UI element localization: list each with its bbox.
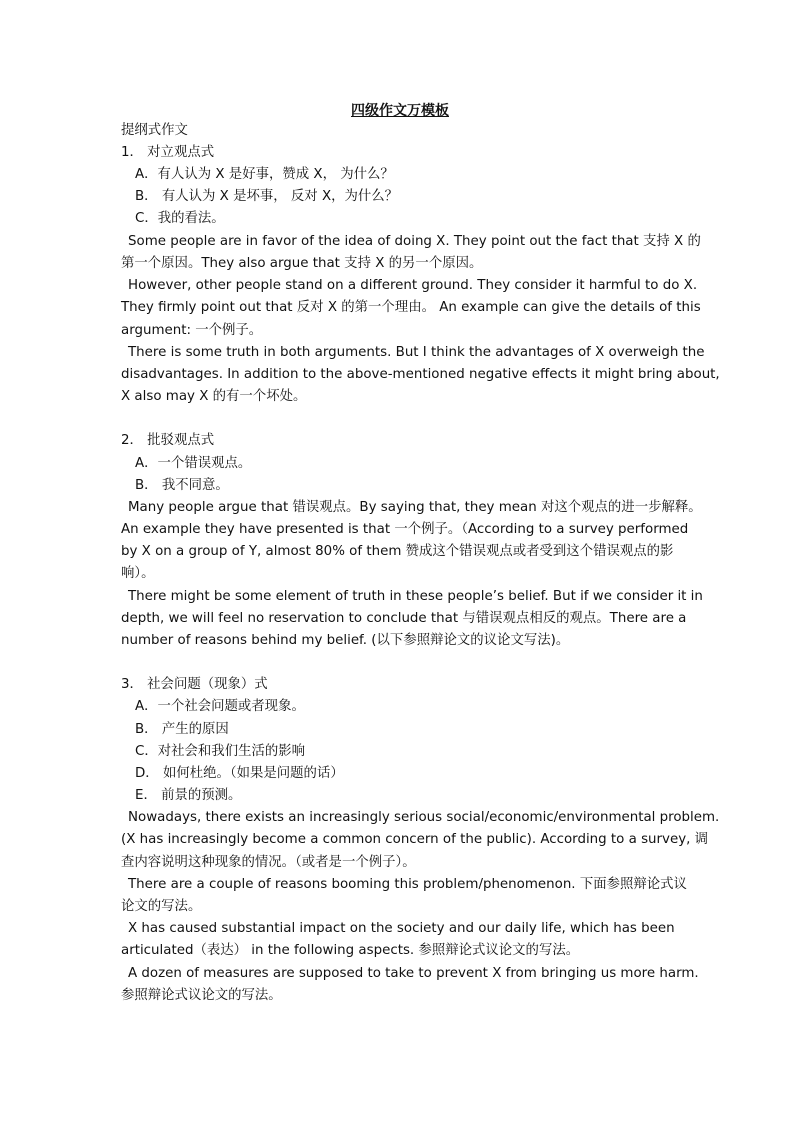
paragraph-line: However, other people stand on a different ground. They consider it harmful to do X. [128, 278, 698, 293]
outline-item: C．我的看法。 [135, 211, 225, 226]
document-title: 四级作文万模板 [351, 103, 449, 119]
section-3-heading: 3． 社会问题（现象）式 [121, 677, 268, 692]
section-1-heading: 1． 对立观点式 [121, 145, 215, 160]
paragraph-line: A dozen of measures are supposed to take to prevent X from bringing us more harm. [128, 966, 699, 981]
paragraph-line: There is some truth in both arguments. But I think the advantages of X overweigh the [128, 345, 705, 360]
paragraph-line: number of reasons behind my belief. (以下参照辩论文的议论文写法)。 [121, 633, 570, 648]
outline-item: A．有人认为 X 是好事，赞成 X， 为什么？ [135, 167, 394, 182]
outline-item: B． 我不同意。 [135, 478, 229, 493]
paragraph-line: An example they have presented is that 一个例子。（According to a survey performed [121, 522, 689, 537]
outline-item: A．一个错误观点。 [135, 456, 252, 471]
paragraph-line: argument: 一个例子。 [121, 323, 263, 338]
paragraph-line: 响）。 [121, 566, 155, 581]
paragraph-line: Nowadays, there exists an increasingly serious social/economic/environmental problem. [128, 810, 720, 825]
outline-item: D． 如何杜绝。（如果是问题的话） [135, 766, 344, 781]
paragraph-line: 参照辩论式议论文的写法。 [121, 988, 282, 1003]
paragraph-line: 论文的写法。 [121, 899, 202, 914]
outline-item: B． 产生的原因 [135, 722, 229, 737]
paragraph-line: X also may X 的有一个坏处。 [121, 389, 307, 404]
paragraph-line: (X has increasingly become a common concern of the public). According to a survey, 调 [121, 832, 709, 847]
outline-item: E． 前景的预测。 [135, 788, 242, 803]
paragraph-line: Some people are in favor of the idea of doing X. They point out the fact that 支持 X 的 [128, 234, 701, 249]
section-2-heading: 2． 批驳观点式 [121, 433, 215, 448]
paragraph-line: depth, we will feel no reservation to conclude that 与错误观点相反的观点。There are a [121, 611, 687, 626]
outline-item: A．一个社会问题或者现象。 [135, 699, 305, 714]
paragraph-line: by X on a group of Y, almost 80% of them 赞成这个错误观点或者受到这个错误观点的影 [121, 544, 674, 559]
paragraph-line: X has caused substantial impact on the society and our daily life, which has been [128, 921, 675, 936]
paragraph-line: There are a couple of reasons booming this problem/phenomenon. 下面参照辩论式议 [128, 877, 687, 892]
paragraph-line: disadvantages. In addition to the above-mentioned negative effects it might bring about, [121, 367, 720, 382]
paragraph-line: articulated（表达） in the following aspects. 参照辩论式议论文的写法。 [121, 943, 580, 958]
paragraph-line: They firmly point out that 反对 X 的第一个理由。 An example can give the details of this [121, 300, 701, 315]
section-header: 提纲式作文 [121, 123, 188, 138]
outline-item: B． 有人认为 X 是坏事， 反对 X，为什么？ [135, 189, 399, 204]
paragraph-line: Many people argue that 错误观点。By saying that, they mean 对这个观点的进一步解释。 [128, 500, 702, 515]
paragraph-line: 第一个原因。They also argue that 支持 X 的另一个原因。 [121, 256, 483, 271]
outline-item: C．对社会和我们生活的影响 [135, 744, 306, 759]
paragraph-line: There might be some element of truth in these people’s belief. But if we consider it in [128, 589, 703, 604]
paragraph-line: 查内容说明这种现象的情况。（或者是一个例子）。 [121, 855, 416, 870]
